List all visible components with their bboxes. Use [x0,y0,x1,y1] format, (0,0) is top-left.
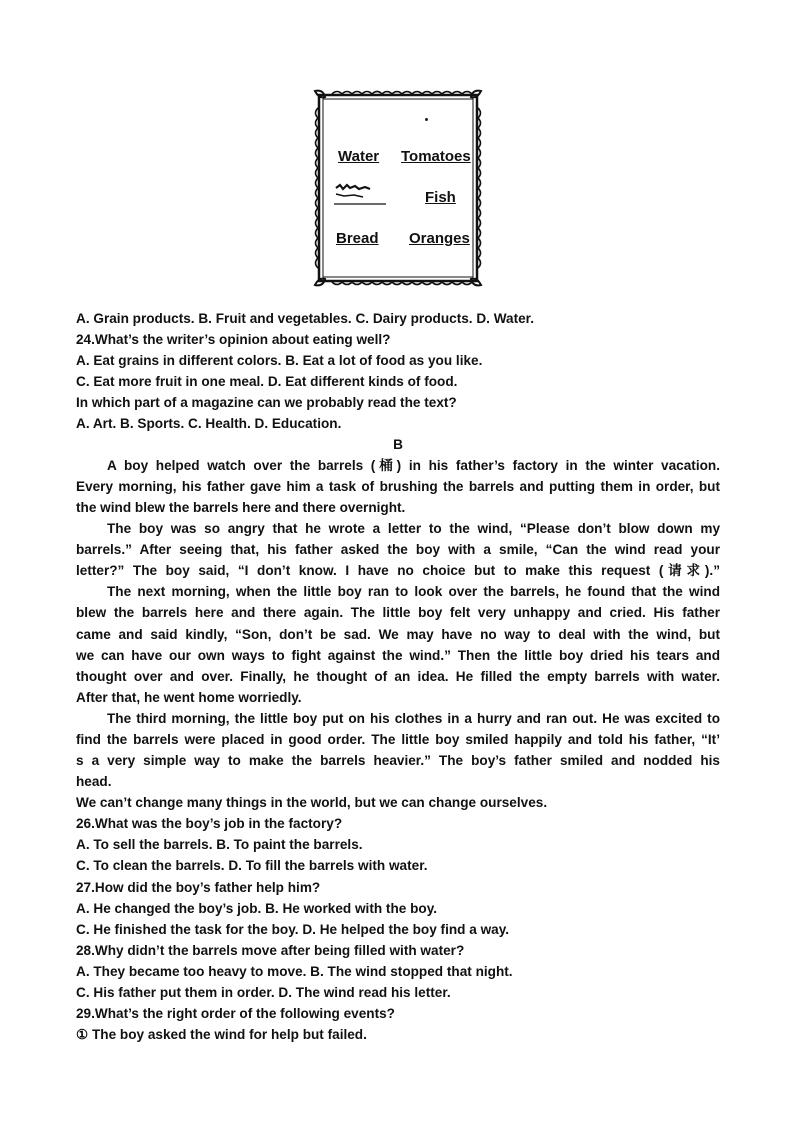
passage-line: thought over and over. Finally, he thought of an idea. He filled the empty barrels with water. [76,669,720,684]
q25-options: A. Art. B. Sports. C. Health. D. Education. [76,416,342,431]
passage-line: came and said kindly, “Son, don’t be sad. We may have no way to deal with the wind, but [76,627,720,642]
smudged-word [334,185,386,204]
passage-line: letter?” The boy said, “I don’t know. I have no choice but to make this request (请求).” [76,563,720,578]
figure-word-oranges: Oranges [409,230,470,247]
q28-options-ab: A. They became too heavy to move. B. The wind stopped that night. [76,964,513,979]
q27-question: 27.How did the boy’s father help him? [76,880,321,895]
passage-line: we can have our own ways to fight against the wind.” Then the little boy dried his tears and [76,648,720,663]
passage-line: barrels.” After seeing that, his father asked the boy with a smile, “Can the wind read your [76,542,720,557]
passage-line: A boy helped watch over the barrels (桶) in his father’s factory in the winter vacation. [107,458,720,473]
figure-word-bread: Bread [336,230,379,247]
q24-options-cd: C. Eat more fruit in one meal. D. Eat different kinds of food. [76,374,458,389]
ornate-frame [312,88,484,288]
q24-options-ab: A. Eat grains in different colors. B. Eat a lot of food as you like. [76,353,483,368]
q27-options-ab: A. He changed the boy’s job. B. He worked with the boy. [76,901,438,916]
figure-word-tomatoes: Tomatoes [401,148,471,165]
section-b-heading: B [393,437,403,452]
q25-question: In which part of a magazine can we probably read the text? [76,395,457,410]
q26-options-ab: A. To sell the barrels. B. To paint the barrels. [76,837,363,852]
passage-line: The boy was so angry that he wrote a letter to the wind, “Please don’t blow down my [107,521,720,536]
q29-question: 29.What’s the right order of the following events? [76,1006,395,1021]
q26-question: 26.What was the boy’s job in the factory? [76,816,343,831]
q26-options-cd: C. To clean the barrels. D. To fill the barrels with water. [76,858,428,873]
q28-options-cd: C. His father put them in order. D. The wind read his letter. [76,985,451,1000]
passage-conclusion: We can’t change many things in the world, but we can change ourselves. [76,795,548,810]
q28-question: 28.Why didn’t the barrels move after being filled with water? [76,943,465,958]
passage-line: find the barrels were placed in good order. The little boy smiled happily and told his father, “It’ [76,732,720,747]
figure-word-fish: Fish [425,189,456,206]
figure-dot [425,118,428,121]
food-figure [312,88,484,288]
passage-line: After that, he went home worriedly. [76,690,302,705]
passage-line: blew the barrels here and there again. The little boy felt very unhappy and cried. His father [76,605,720,620]
q27-options-cd: C. He finished the task for the boy. D. He helped the boy find a way. [76,922,510,937]
q29-event-1: ① The boy asked the wind for help but failed. [76,1027,367,1042]
passage-line: The next morning, when the little boy ran to look over the barrels, he found that the wind [107,584,720,599]
passage-line: The third morning, the little boy put on his clothes in a hurry and ran out. He was excited to [107,711,720,726]
passage-line: Every morning, his father gave him a task of brushing the barrels and putting them in order, but [76,479,720,494]
passage-line: s a very simple way to make the barrels heavier.” The boy’s father smiled and nodded his [76,753,720,768]
q23-options: A. Grain products. B. Fruit and vegetables. C. Dairy products. D. Water. [76,311,534,326]
passage-line: head. [76,774,112,789]
q24-question: 24.What’s the writer’s opinion about eating well? [76,332,391,347]
figure-word-water: Water [338,148,380,165]
passage-line: the wind blew the barrels here and there overnight. [76,500,406,515]
